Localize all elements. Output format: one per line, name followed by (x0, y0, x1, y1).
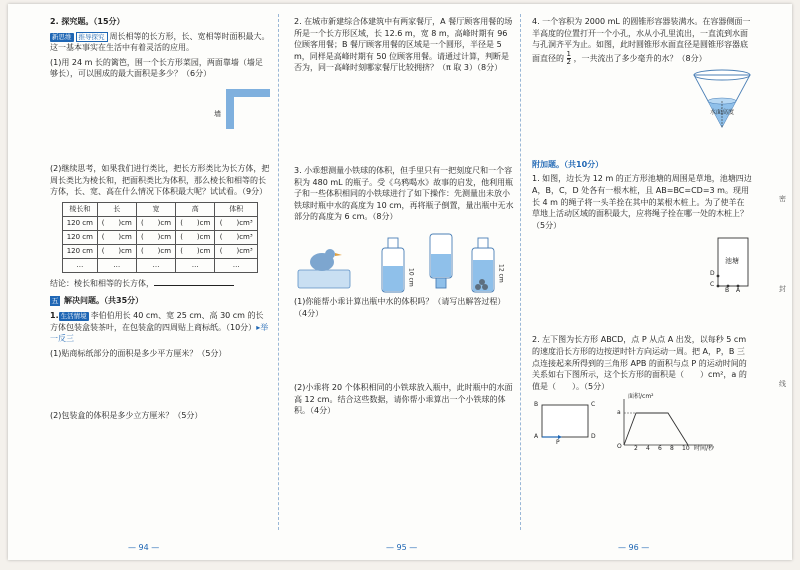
table-cell: 120 cm (63, 230, 98, 244)
table-cell: ( )cm (176, 216, 215, 230)
exam-sheet (8, 4, 792, 560)
tag-derivation: 推导探究 (76, 32, 108, 42)
bottle-upright (382, 238, 404, 292)
binding-mark: 密 (779, 195, 786, 203)
table-header-cell: 长 (97, 202, 136, 216)
q2-intro-line (50, 31, 270, 54)
pond-point-a: A (736, 287, 741, 295)
table-cell: ( )cm³ (215, 244, 258, 258)
rect-label-c: C (591, 401, 596, 409)
table-cell: ( )cm (176, 230, 215, 244)
bottle-with-balls (472, 238, 494, 292)
table-header-cell: 宽 (136, 202, 175, 216)
q2-conclusion (50, 278, 270, 290)
column-divider-right (520, 14, 521, 530)
cuboid-table (62, 202, 258, 273)
binding-mark: 线 (779, 380, 786, 388)
c2-q3-sub2: (2)小乖将 20 个体积相同的小铁球放入瓶中，此时瓶中的水面高 12 cm。结合这些数据，请你帮小乖算出一个小铁球的体积。（4分） (294, 383, 513, 416)
page-number-right: — 96 — (618, 543, 650, 553)
table-cell: … (63, 258, 98, 272)
q4-text-part1: 4. 一个容积为 2000 mL 的圆锥形容器装满水。在容器侧面一半高度的位置打开一个小孔，水从小孔里流出，一直流到水面与孔洞齐平为止。如图，此时圆锥形水面直径是圆锥形容器底面直径的 (532, 17, 751, 63)
table-cell: ( )cm (136, 216, 175, 230)
rect-and-graph-drawing (532, 395, 752, 451)
cone-figure (532, 69, 752, 131)
table-row (63, 244, 258, 258)
q4-fraction-numerator: 1 (566, 49, 572, 58)
graph-tick-10: 10 (682, 445, 690, 453)
pond-point-b: B (725, 287, 730, 295)
table-cell: … (215, 258, 258, 272)
table-row (63, 258, 258, 272)
table-header-cell: 体积 (215, 202, 258, 216)
column-right (532, 16, 752, 451)
table-cell: … (97, 258, 136, 272)
q2-part1: (1)用 24 m 长的篱笆，围一个长方形菜园，两面靠墙（墙足够长），可以围成的最大面积是多少？（6分） (50, 57, 263, 79)
pond-drawing (532, 234, 752, 294)
extra-q2-text: 2. 左下图为长方形 ABCD，点 P 从点 A 出发，以每秒 5 cm 的速度沿长方形的边按逆时针方向运动一周。把 A，P，B 三点连接起来所得到的三角形 APB 的面积与点 P 的运动时间的关系如右下图所示，这个长方形的面积是（ ）cm²，a 的值是（ ）。（5分） (532, 335, 747, 391)
table-cell: ( )cm (136, 230, 175, 244)
q4-fraction (567, 51, 571, 66)
c2-q3-sub1: (1)你能帮小乖计算出瓶中水的体积吗？（请写出解答过程）（4分） (294, 296, 506, 318)
rect-label-p: P (556, 439, 560, 447)
table-cell: … (176, 258, 215, 272)
q2-part2: (2)继续思考，如果我们进行类比，把长方形类比为长方体，把周长类比为棱长和，把面积类比为体积，那么棱长和相等的长方体，长、宽、高在什么情况下体积最大呢？试试看。（9分） (50, 163, 270, 197)
bottle-height-label-10: 10 cm (407, 267, 415, 287)
table-row (63, 230, 258, 244)
table-cell: ( )cm (97, 216, 136, 230)
graph-origin-label: O (617, 443, 622, 451)
extra-title: 附加题。（共10分） (532, 159, 604, 169)
conclusion-blank[interactable] (154, 285, 234, 286)
q4-fraction-denominator: 2 (566, 57, 572, 66)
table-cell: 120 cm (63, 244, 98, 258)
section-5-header (50, 295, 270, 307)
table-cell: ( )cm (97, 244, 136, 258)
rect-abcd (542, 405, 588, 437)
wall-corner-drawing (50, 83, 270, 135)
column-divider-left (278, 14, 279, 530)
rect-label-a: A (534, 433, 539, 441)
pond-figure (532, 234, 752, 294)
table-header-cell: 棱长和 (63, 202, 98, 216)
q2-heading: 2. 探究题。（15分） (50, 17, 125, 26)
c2-q3-text: 3. 小乖想测量小铁球的体积，但手里只有一把刻度尺和一个容积为 480 mL 的瓶子。受《乌鸦喝水》故事的启发，他利用瓶子和一些体积相同的小铁球进行了如下操作：先测量出未放小铁球时瓶中水的高度为 10 cm，再将瓶子倒置，量出瓶中无水部分的高度为 6 cm。（8分） (294, 165, 514, 222)
table-cell: ( )cm (176, 244, 215, 258)
c3-q4-text (532, 16, 752, 66)
q2-intro: 周长相等的长方形，长、宽相等时面积最大。这一基本事实在生活中有着灵活的应用。 (50, 31, 270, 53)
c2-q2-text: 2. 在城市新建综合体建筑中有两家餐厅，A 餐厅顾客用餐的场所是一个长方形区域，长 12.6 m，宽 8 m，高峰时期有 96 位顾客用餐；B 餐厅顾客用餐的区域是一个圆形，半径是 5 m，同样是高峰时期有 50 位顾客用餐。请通过计算，判断是否为，同一高峰时刻哪家餐厅比较拥挤？（π 取 3）（8分） (294, 17, 513, 73)
binding-mark: 封 (779, 285, 786, 293)
table-cell: ( )cm³ (215, 216, 258, 230)
table-header-row (63, 202, 258, 216)
link-arrow-icon: ▸ (256, 322, 261, 332)
tag-new-thinking: 新思维 (52, 32, 72, 41)
column-center (294, 16, 514, 420)
graph-y-label: 面积/cm² (628, 393, 654, 401)
bottle-height-label-12: 12 cm (497, 263, 505, 283)
q1-text-line (50, 310, 270, 345)
crow-illustration (298, 249, 350, 288)
motion-figure (532, 395, 752, 451)
crow-and-bottles-drawing (294, 226, 514, 296)
q1-text: 李伯伯用长 40 cm、宽 25 cm、高 30 cm 的长方体包装盒装茶叶，在包装盒的四周贴上商标纸。（10分） (50, 310, 264, 332)
table-row (63, 216, 258, 230)
wall-label: 墙 (214, 109, 221, 118)
q1-sub2: (2)包装盒的体积是多少立方厘米？（5分） (50, 411, 203, 421)
bottle-figure (294, 226, 514, 296)
graph-tick-6: 6 (658, 445, 662, 453)
graph-tick-2: 2 (634, 445, 638, 453)
rect-label-d: D (591, 433, 596, 441)
table-cell: ( )cm (97, 230, 136, 244)
section-5-title: 解决问题。（共35分） (64, 296, 144, 306)
q1-number: 1. (50, 310, 59, 320)
graph-tick-4: 4 (646, 445, 650, 453)
pond-label: 池塘 (725, 257, 739, 266)
cone-label: 水面高度 (710, 108, 735, 116)
column-left (50, 16, 270, 425)
q1-related-link-label: 举一反三 (50, 322, 269, 344)
bottle-inverted (430, 234, 452, 288)
table-header-cell: 高 (176, 202, 215, 216)
table-cell: … (136, 258, 175, 272)
table-cell: ( )cm³ (215, 230, 258, 244)
wall-side (226, 89, 234, 129)
pond-point-d: D (710, 270, 715, 278)
tag-life-context: 生活情境 (60, 311, 87, 320)
rect-label-b: B (534, 401, 539, 409)
table-cell: ( )cm (136, 244, 175, 258)
section-5-number: 五 (51, 297, 59, 306)
graph-x-label: 时间/秒 (694, 445, 715, 453)
cone-drawing (532, 69, 752, 131)
table-cell: 120 cm (63, 216, 98, 230)
q2-conclusion-text: 结论：棱长和相等的长方体， (50, 278, 154, 288)
wall-figure (50, 83, 270, 135)
q4-text-part2: ，一共流出了多少毫升的水？（8分） (573, 53, 707, 63)
page-number-left: — 94 — (128, 543, 160, 553)
graph-tick-8: 8 (670, 445, 674, 453)
page-number-center: — 95 — (386, 543, 418, 553)
pond-point-c: C (710, 281, 715, 289)
extra-q1-text: 1. 如图，边长为 12 m 的正方形池塘的周围是草地，池塘四边 A，B，C，D 处各有一根木桩，且 AB=BC=CD=3 m。现用长 4 m 的绳子将一头羊拴在其中的某根木桩上。为了使羊在草地上活动区域的面积最大，应将绳子拴在哪一处的木桩上？（5分） (532, 174, 752, 230)
graph-a-label: a (617, 409, 621, 417)
q1-sub1: (1)贴商标纸部分的面积是多少平方厘米？（5分） (50, 348, 227, 358)
